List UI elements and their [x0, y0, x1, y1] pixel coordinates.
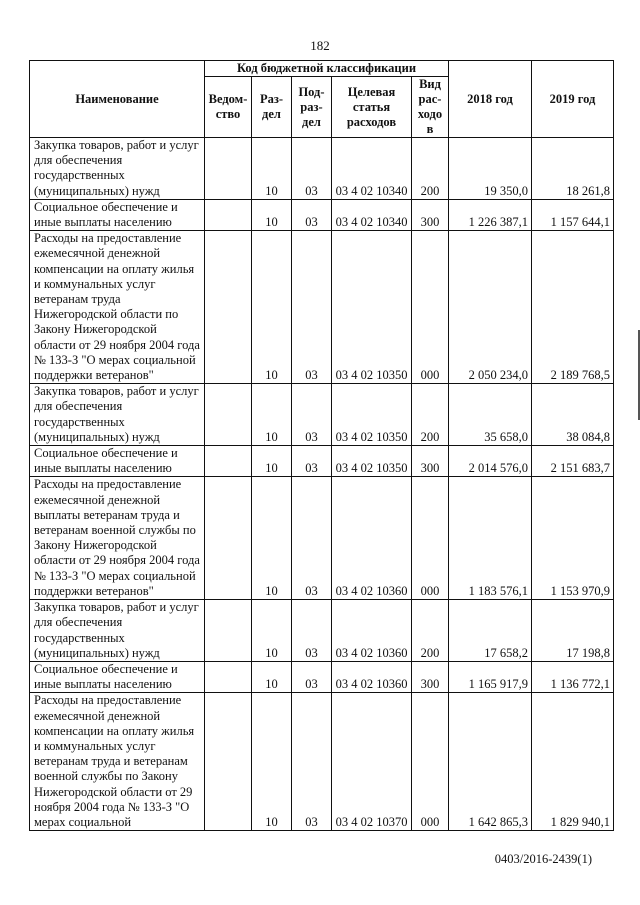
- table-row: [30, 231, 614, 384]
- row-razdel: 10: [252, 231, 292, 384]
- table-row: [30, 661, 614, 692]
- table-row: [30, 138, 614, 200]
- row-razdel: 10: [252, 661, 292, 692]
- row-razdel: 10: [252, 446, 292, 477]
- row-value-2019: 2 151 683,7: [532, 446, 614, 477]
- table-row: [30, 693, 614, 831]
- row-name: Социальное обеспечение и иные выплаты населению: [30, 661, 205, 692]
- row-value-2019: 1 136 772,1: [532, 661, 614, 692]
- row-celevaya: 03 4 02 10350: [332, 384, 412, 446]
- row-vid: 200: [412, 384, 449, 446]
- row-celevaya: 03 4 02 10360: [332, 477, 412, 600]
- row-value-2019: 2 189 768,5: [532, 231, 614, 384]
- row-vid: 200: [412, 138, 449, 200]
- budget-table: [29, 60, 614, 831]
- row-name: Расходы на предоставление ежемесячной денежной выплаты ветеранам труда и ветеранам военной службы по Закону Нижегородской области от 29 ноября 2004 года № 133-З "О мерах социальной поддержки ветеранов": [30, 477, 205, 600]
- row-razdel: 10: [252, 477, 292, 600]
- row-celevaya: 03 4 02 10350: [332, 446, 412, 477]
- row-value-2019: 18 261,8: [532, 138, 614, 200]
- row-podrazdel: 03: [292, 199, 332, 230]
- header-vid: [412, 77, 449, 138]
- row-value-2018: 17 658,2: [449, 600, 532, 662]
- row-podrazdel: 03: [292, 477, 332, 600]
- row-podrazdel: 03: [292, 600, 332, 662]
- row-value-2018: 2 050 234,0: [449, 231, 532, 384]
- header-vedomstvo: [205, 77, 252, 138]
- table-row: [30, 446, 614, 477]
- row-name: Закупка товаров, работ и услуг для обеспечения государственных (муниципальных) нужд: [30, 384, 205, 446]
- row-vedomstvo: [205, 600, 252, 662]
- row-celevaya: 03 4 02 10350: [332, 231, 412, 384]
- row-podrazdel: 03: [292, 446, 332, 477]
- row-razdel: 10: [252, 693, 292, 831]
- header-razdel-text: Раз-дел: [259, 92, 284, 121]
- row-vid: 300: [412, 661, 449, 692]
- row-celevaya: 03 4 02 10340: [332, 138, 412, 200]
- row-value-2018: 35 658,0: [449, 384, 532, 446]
- row-name: Закупка товаров, работ и услуг для обеспечения государственных (муниципальных) нужд: [30, 138, 205, 200]
- row-name: Расходы на предоставление ежемесячной денежной компенсации на оплату жилья и коммунальных услуг ветеранам труда и ветеранам военной службы по Закону Нижегородской области от 29 ноября 2004 года № 133-З "О мерах социальной: [30, 693, 205, 831]
- header-podrazdel: [292, 77, 332, 138]
- row-podrazdel: 03: [292, 693, 332, 831]
- row-vid: 300: [412, 199, 449, 230]
- row-value-2019: 38 084,8: [532, 384, 614, 446]
- row-vid: 200: [412, 600, 449, 662]
- row-vedomstvo: [205, 138, 252, 200]
- row-value-2018: 19 350,0: [449, 138, 532, 200]
- row-name: Социальное обеспечение и иные выплаты населению: [30, 446, 205, 477]
- row-value-2018: 1 226 387,1: [449, 199, 532, 230]
- page-number: 182: [310, 38, 330, 53]
- row-value-2018: 1 642 865,3: [449, 693, 532, 831]
- row-podrazdel: 03: [292, 661, 332, 692]
- row-celevaya: 03 4 02 10360: [332, 600, 412, 662]
- row-vid: 300: [412, 446, 449, 477]
- table-row: [30, 477, 614, 600]
- row-razdel: 10: [252, 600, 292, 662]
- row-value-2019: 1 153 970,9: [532, 477, 614, 600]
- header-2018: 2018 год: [449, 61, 532, 138]
- row-name: Расходы на предоставление ежемесячной денежной компенсации на оплату жилья и коммунальных услуг ветеранам труда Нижегородской области по Закону Нижегородской области от 29 ноября 2004 года № 133-З "О мерах социальной поддержки ветеранов": [30, 231, 205, 384]
- row-celevaya: 03 4 02 10340: [332, 199, 412, 230]
- header-vid-text: Вид рас-ходов: [417, 77, 443, 136]
- header-celevaya-text: Целевая статья расходов: [346, 84, 397, 129]
- row-name: Закупка товаров, работ и услуг для обеспечения государственных (муниципальных) нужд: [30, 600, 205, 662]
- row-podrazdel: 03: [292, 231, 332, 384]
- row-vedomstvo: [205, 199, 252, 230]
- row-vid: 000: [412, 231, 449, 384]
- row-value-2019: 1 157 644,1: [532, 199, 614, 230]
- row-podrazdel: 03: [292, 138, 332, 200]
- header-vedomstvo-text: Ведом-ство: [208, 92, 248, 121]
- row-vedomstvo: [205, 693, 252, 831]
- row-vedomstvo: [205, 231, 252, 384]
- row-podrazdel: 03: [292, 384, 332, 446]
- row-razdel: 10: [252, 384, 292, 446]
- row-name: Социальное обеспечение и иные выплаты населению: [30, 199, 205, 230]
- header-2019: 2019 год: [532, 61, 614, 138]
- row-razdel: 10: [252, 199, 292, 230]
- row-value-2019: 17 198,8: [532, 600, 614, 662]
- row-vid: 000: [412, 693, 449, 831]
- document-code: 0403/2016-2439(1): [494, 852, 592, 866]
- row-vid: 000: [412, 477, 449, 600]
- table-row: [30, 384, 614, 446]
- row-razdel: 10: [252, 138, 292, 200]
- header-budget-code-group: Код бюджетной классификации: [205, 61, 449, 77]
- table-row: [30, 199, 614, 230]
- table-row: [30, 600, 614, 662]
- row-value-2019: 1 829 940,1: [532, 693, 614, 831]
- row-vedomstvo: [205, 446, 252, 477]
- row-vedomstvo: [205, 384, 252, 446]
- row-celevaya: 03 4 02 10370: [332, 693, 412, 831]
- row-vedomstvo: [205, 477, 252, 600]
- header-celevaya: [332, 77, 412, 138]
- header-razdel: [252, 77, 292, 138]
- row-vedomstvo: [205, 661, 252, 692]
- row-value-2018: 1 183 576,1: [449, 477, 532, 600]
- row-value-2018: 2 014 576,0: [449, 446, 532, 477]
- header-name: Наименование: [30, 61, 205, 138]
- row-value-2018: 1 165 917,9: [449, 661, 532, 692]
- header-podrazdel-text: Под-раз-дел: [298, 84, 325, 129]
- row-celevaya: 03 4 02 10360: [332, 661, 412, 692]
